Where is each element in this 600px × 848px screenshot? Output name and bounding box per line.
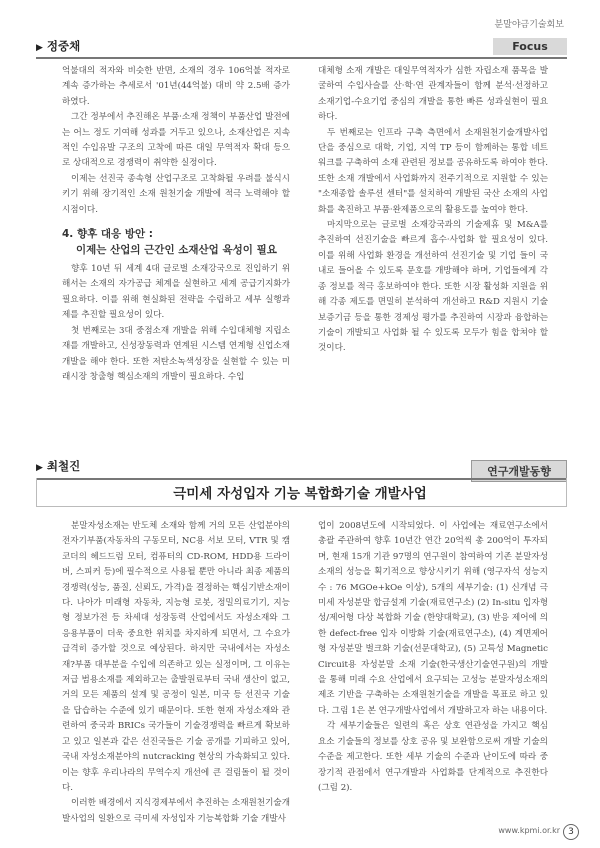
section2-author [36, 458, 80, 474]
paragraph: 업이 2008년도에 시작되었다. 이 사업에는 재료연구소에서 총괄 주관하여 향후 10년간 연간 20억씩 총 200억이 투자되며, 현재 15개 기관 97명의 연구원이 참여하여 기존 분말자성 소재의 성능을 획기적으로 향상시키기 위해 (영구자석 성능지수 : 76 MGOe+kOe 이상), 5개의 세부기술: (1) 신개념 극미세 자성분말 합금설계 기술(재료연구소) (2) In-situ 입자형성/제어형 다상 복합화 기술 (한양대학교), (3) 반응 제어에 의한 defect-free 입자 이방화 기술(재료연구소), (4) 계면제어형 자성분말 벌크화 기술(선문대학교), (5) 고특성 Magnetic Circuit용 자성분말 소재 기술(한국생산기술연구원)의 개발을 통해 미래 수요 산업에서 요구되는 고성능 분말자성소재의 제조 기반을 구축하는 소재원천기술을 개발을 목표로 하고 있다. 그림 1은 본 연구개발사업에서 개발하고자 하는 내용이다. [318, 521, 548, 716]
paragraph: 억불대의 적자와 비슷한 반면, 소재의 경우 106억불 적자로 계속 증가하는 추세로서 '01년(44억불) 대비 약 2.5배 증가하였다. [62, 66, 290, 107]
section1-right-column [318, 64, 548, 357]
section1-left-column [62, 64, 290, 385]
author-name: 최철진 [46, 459, 81, 473]
paragraph: 분말자성소재는 반도체 소재와 함께 거의 모든 산업분야의 전자기부품(자동차의 구동모터, NC용 서보 모터, VTR 및 캠코더의 헤드드럼 모터, 컴퓨터의 CD-ROM, HDD용 드라이버, 스피커 등)에 필수적으로 사용될 뿐만 아니라 최종 제품의 경쟁력(성능, 품질, 신뢰도, 가격)을 결정하는 핵심기반소재이다. 나아가 미래형 자동차, 지능형 로봇, 정밀의료기기, 지능형 정보가전 등 차세대 성장동력 산업에서도 자성소재와 그 응용부품이 더욱 중요한 위치를 차지하게 되면서, 그 수요가 급격히 증가할 것으로 예상된다. 하지만 국내에서는 자성소재?부품 대부분을 수입에 의존하고 있는 실정이며, 그 이유는 저급 범용소재를 제외하고는 출발원료부터 국내 생산이 없고, 거의 모든 제품의 설계 및 공정이 일본, 미국 등 선진국 기술을 답습하는 수준에 있기 때문이다. 또한 현재 자성소재와 관련하여 중국과 BRICs 국가들이 기술경쟁력을 빠르게 확보하고 있고 일본과 같은 선진국들은 기술 공개를 기피하고 있어, 국내 자성소재분야의 nutcracking 현상의 가속화되고 있다. 이는 향후 우리나라의 무역수지 개선에 큰 걸림돌이 될 것이다. [62, 521, 290, 793]
heading-subtitle: 이제는 산업의 근간인 소재산업 육성이 필요 [76, 244, 277, 257]
author-name: 정중채 [46, 39, 81, 53]
article-title: 극미세 자성입자 기능 복합화기술 개발사업 [173, 486, 427, 502]
paragraph: 마지막으로는 글로벌 소재강국과의 기술제휴 및 M&A를 추진하여 선진기술을 빠르게 흡수·사업화 할 필요성이 있다. 이를 위해 사업화 환경을 개선하여 선진기술 및 기업 들이 국내로 들어올 수 있도록 문호를 개방해야 하며, 기업들에게 각종 정보를 적극 홍보하여야 한다. 또한 시장 활성화 지원을 위해 각종 제도를 면밀히 분석하여 개선하고 R&D 지원시 기술보증기금 등을 통한 경제성 평가를 추진하여 시장과 융합하는 기술이 개발되고 사업화 될 수 있도록 모두가 힘을 합쳐야 할 것이다. [318, 220, 548, 354]
publication-name: 분말야금기술회보 [494, 20, 564, 30]
paragraph: 각 세부기술들은 일련의 혹은 상호 연관성을 가지고 핵심 요소 기술들의 정보를 상호 공유 및 보완함으로써 개발 기술의 수준을 제고한다. 또한 세부 기술의 수준과 난이도에 따라 중장기적 관점에서 연구개발과 사업화를 단계적으로 추진한다(그림 2). [318, 721, 548, 793]
triangle-right-icon: ▶ [36, 463, 43, 473]
section1-author [36, 38, 80, 54]
section-heading [62, 226, 290, 258]
triangle-right-icon: ▶ [36, 43, 43, 53]
footer-url: www.kpmi.or.kr [498, 826, 560, 835]
section2-left-column [62, 519, 290, 827]
paragraph: 대체형 소재 개발은 대일무역적자가 심한 자립소재 품목을 발굴하여 수입사슬를 산·학·연 관계자들이 함께 분석·선정하고 소재기업-수요기업 중심의 개발을 통한 빠른 성과실현이 필요하다. [318, 66, 548, 123]
heading-number: 4. 향후 대응 방안 : [62, 228, 153, 241]
paragraph: 향후 10년 뒤 세계 4대 글로벌 소재강국으로 진입하기 위해서는 소재의 자가공급 체계을 실현하고 세계 공급기지화가 필요하다. 이를 위해 현실화된 전략을 수립하고 세부 실행과제를 추진할 필요성이 있다. [62, 264, 290, 321]
page-number: 3 [563, 824, 579, 840]
section1-tag: Focus [493, 38, 567, 55]
section2-right-column [318, 519, 548, 796]
paragraph: 첫 번째로는 3대 중점소재 개발을 위해 수입대체형 지립소재를 개발하고, 신성장동력과 연계된 시스템 연계형 신업소재 개발을 해야 한다. 또한 저탄소녹색성장을 실현할 수 있는 미래시장 창출형 핵심소재의 개발이 필요하다. 수입 [62, 325, 290, 382]
section1-rule [36, 57, 567, 59]
paragraph: 두 번째로는 인프라 구축 측면에서 소재원천기술개발사업단을 중심으로 대학, 기업, 지역 TP 등이 함께하는 통합 네트워크를 구축하여 소재 관련된 정보를 공유하도록 하여야 한다. 또한 소재 개발에서 사업화까지 전주기적으로 지원할 수 있는 "소재종합 솔루션 센터"를 설치하여 개발된 국산 소재의 사업화를 촉진하고 부품·완제품으로의 활용도를 높여야 한다. [318, 127, 548, 215]
paragraph: 그간 정부에서 추진해온 부품·소재 정책이 부품산업 발전에는 어느 정도 기여해 성과를 거두고 있으나, 소재산업은 지속적인 수입유발 구조의 고착에 따른 대일 무역적자 확대 등으로 상대적으로 경쟁력이 취약한 실정이다. [62, 112, 290, 169]
paragraph: 이러한 배경에서 지식경제부에서 추진하는 소재원천기술개발사업의 일환으로 극미세 자성입자 기능복합화 기술 개발사 [62, 798, 290, 824]
section2-tag: 연구개발동향 [471, 460, 567, 482]
paragraph: 이제는 선진국 종속형 산업구조로 고착화될 우려를 불식시키기 위해 장기적인 소재 원천기술 개발에 적극 노력해야 할 시점이다. [62, 173, 290, 215]
